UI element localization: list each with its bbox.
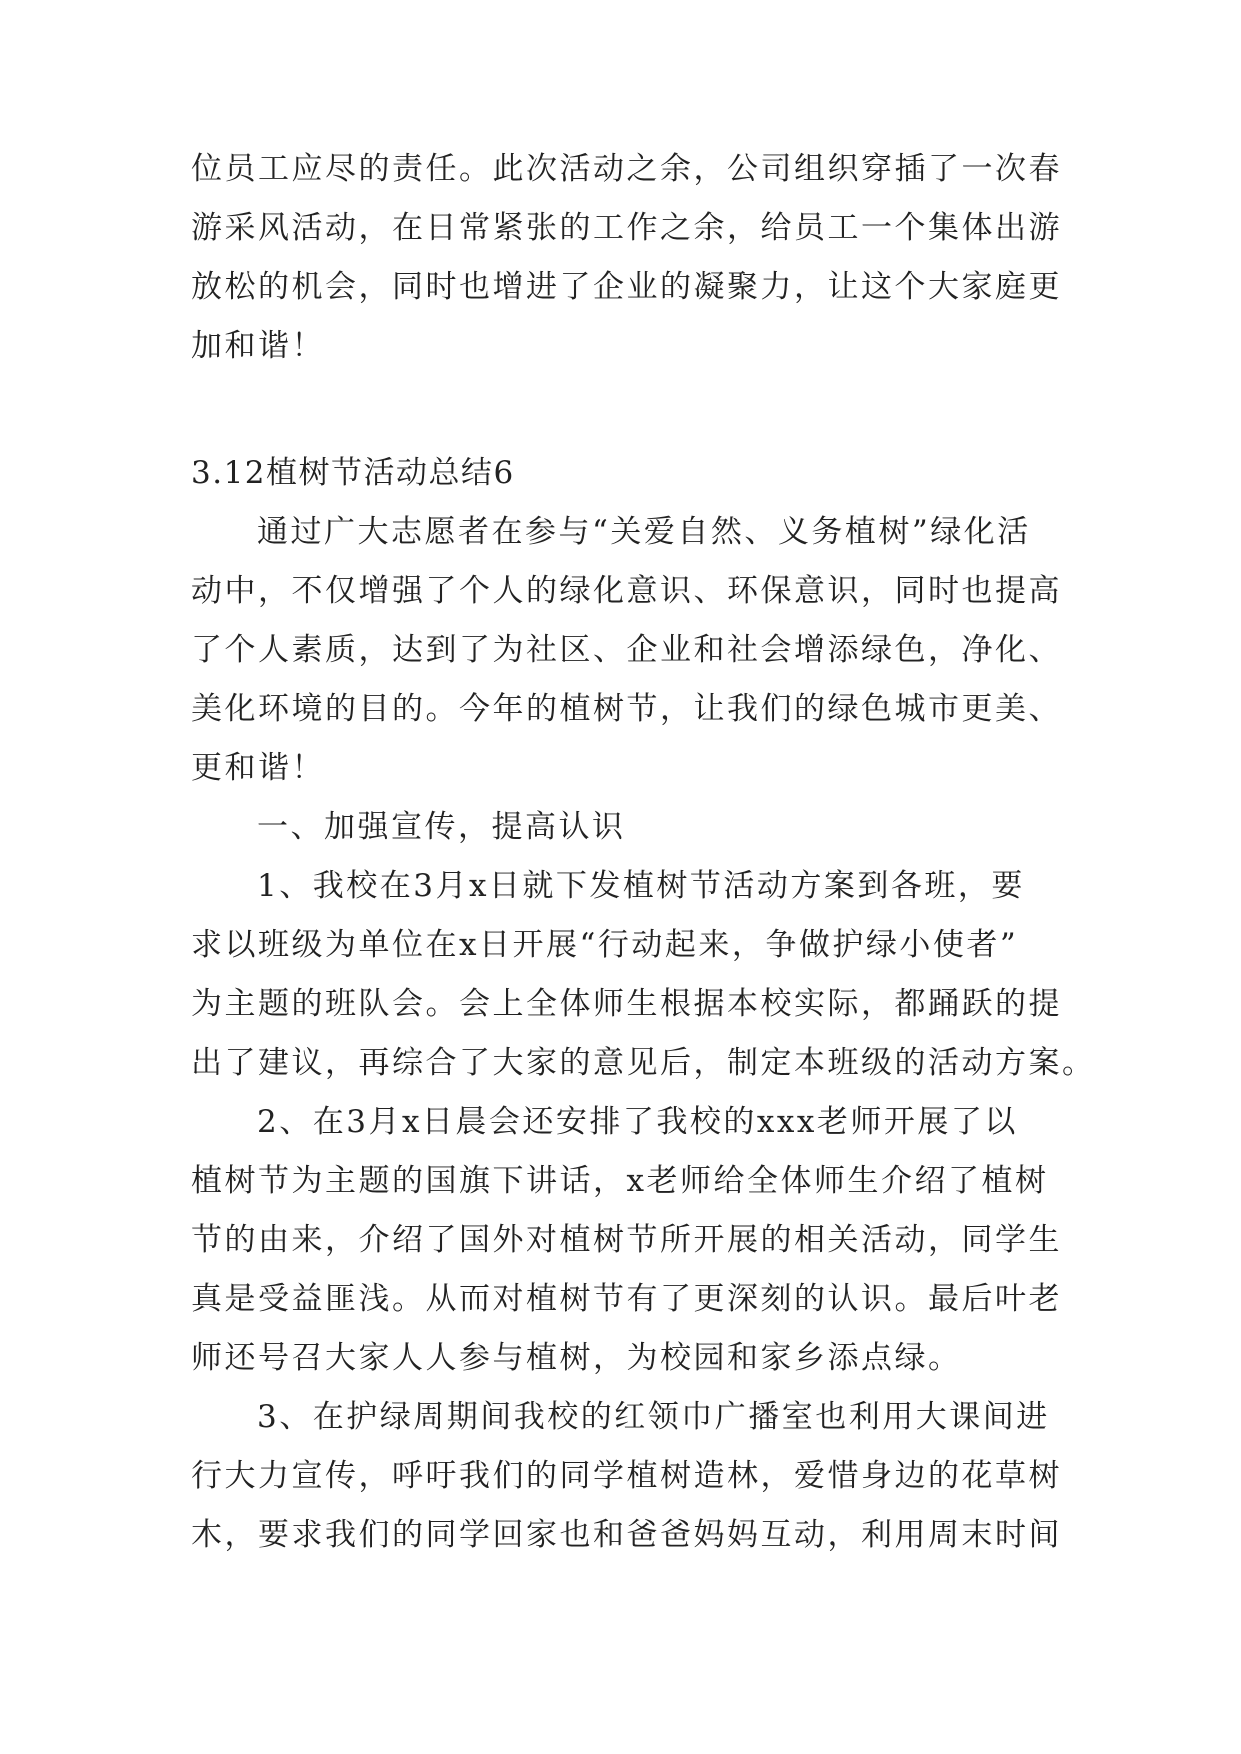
subheading: 一、加强宣传，提高认识 [257, 809, 626, 845]
paragraph-line: 为主题的班队会。会上全体师生根据本校实际，都踊跃的提 [191, 986, 1062, 1022]
paragraph-line: 更和谐！ [191, 750, 325, 786]
paragraph-line: 木，要求我们的同学回家也和爸爸妈妈互动，利用周末时间 [191, 1517, 1062, 1553]
paragraph-line: 行大力宣传，呼吁我们的同学植树造林，爱惜身边的花草树 [191, 1458, 1062, 1494]
paragraph-line: 出了建议，再综合了大家的意见后，制定本班级的活动方案。 [191, 1045, 1096, 1081]
paragraph-line: 美化环境的目的。今年的植树节，让我们的绿色城市更美、 [191, 691, 1062, 727]
paragraph-line: 通过广大志愿者在参与“关爱自然、义务植树”绿化活 [257, 514, 1031, 550]
subheading-block [191, 798, 1061, 857]
continuation-paragraph [191, 140, 1061, 376]
section-title: 3.12植树节活动总结6 [191, 455, 515, 491]
paragraph-line: 放松的机会，同时也增进了企业的凝聚力，让这个大家庭更 [191, 269, 1062, 305]
paragraph-line: 节的由来，介绍了国外对植树节所开展的相关活动，同学生 [191, 1222, 1062, 1258]
paragraph-line: 3、在护绿周期间我校的红领巾广播室也利用大课间进 [257, 1399, 1050, 1435]
paragraph-line: 植树节为主题的国旗下讲话，x老师给全体师生介绍了植树 [191, 1163, 1049, 1199]
intro-paragraph [191, 503, 1061, 798]
paragraph-line: 加和谐！ [191, 328, 325, 364]
item-2-paragraph [191, 1093, 1061, 1388]
paragraph-line: 2、在3月x日晨会还安排了我校的xxx老师开展了以 [257, 1104, 1018, 1140]
paragraph-line: 游采风活动，在日常紧张的工作之余，给员工一个集体出游 [191, 210, 1062, 246]
paragraph-line: 师还号召大家人人参与植树，为校园和家乡添点绿。 [191, 1340, 962, 1376]
paragraph-line: 1、我校在3月x日就下发植树节活动方案到各班，要 [257, 868, 1025, 904]
item-1-paragraph [191, 857, 1096, 1093]
paragraph-line: 了个人素质，达到了为社区、企业和社会增添绿色，净化、 [191, 632, 1062, 668]
item-3-paragraph [191, 1388, 1061, 1565]
paragraph-line: 求以班级为单位在x日开展“行动起来，争做护绿小使者” [191, 927, 1019, 963]
paragraph-line: 动中，不仅增强了个人的绿化意识、环保意识，同时也提高 [191, 573, 1062, 609]
paragraph-line: 位员工应尽的责任。此次活动之余，公司组织穿插了一次春 [191, 151, 1062, 187]
paragraph-line: 真是受益匪浅。从而对植树节有了更深刻的认识。最后叶老 [191, 1281, 1062, 1317]
